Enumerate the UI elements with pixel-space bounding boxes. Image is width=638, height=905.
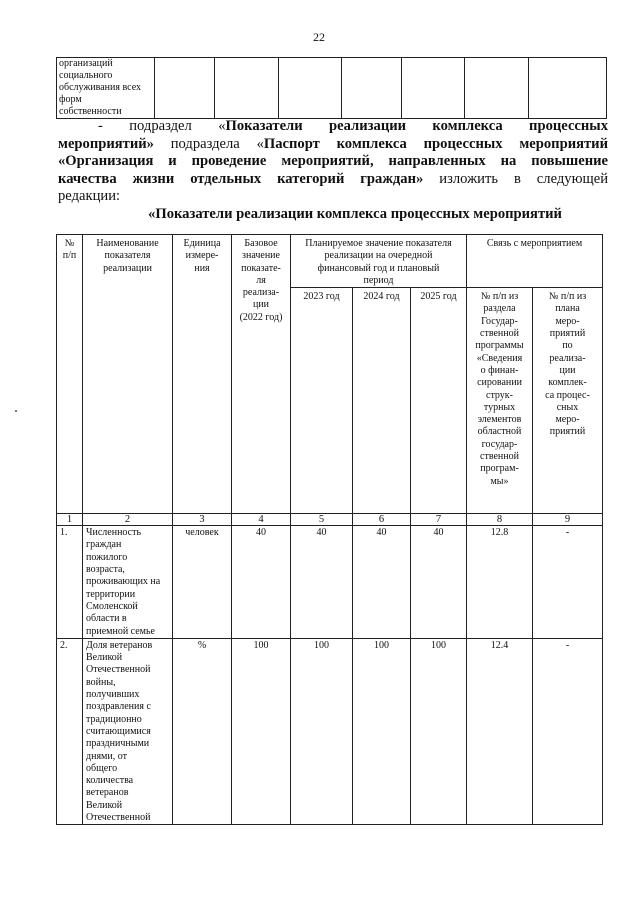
column-number: 7	[411, 514, 467, 526]
amendment-paragraph	[58, 118, 608, 206]
paragraph-line-2: мероприятий» подраздела «Паспорт комплекса процессных мероприятий	[58, 135, 608, 152]
row-unit: человек	[173, 526, 232, 639]
cell-line: организаций	[59, 58, 113, 69]
empty-cell	[342, 58, 402, 119]
row-base: 100	[232, 638, 291, 824]
row-name: Доля ветеранов Великой Отечественной войны, получивших поздравления с традиционно считающимися праздничными днями, от общего количества ветеранов Великой Отечественной	[83, 638, 173, 824]
column-number: 3	[173, 514, 232, 526]
paragraph-line-3: «Организация и проведение мероприятий, направленных на повышение	[58, 153, 608, 169]
column-number: 6	[353, 514, 411, 526]
header-planned: Планируемое значение показателя реализации на очередной финансовый год и плановый период	[291, 235, 467, 288]
row-2023: 100	[291, 638, 353, 824]
row-link-plan: -	[533, 526, 603, 639]
empty-cell	[279, 58, 342, 119]
row-2024: 100	[353, 638, 411, 824]
header-year-2025: 2025 год	[411, 288, 467, 514]
header-base: Базовое значение показате- ля реализа- ции (2022 год)	[232, 235, 291, 514]
previous-table-cell	[57, 58, 155, 119]
column-number: 8	[467, 514, 533, 526]
header-num: № п/п	[57, 235, 83, 514]
row-unit: %	[173, 638, 232, 824]
header-year-2023: 2023 год	[291, 288, 353, 514]
paragraph-line-1: - подраздел «Показатели реализации комплекса процессных	[98, 118, 608, 134]
row-link-state: 12.8	[467, 526, 533, 639]
column-number: 9	[533, 514, 603, 526]
cell-line: форм	[59, 94, 82, 105]
row-link-state: 12.4	[467, 638, 533, 824]
row-name: Численность граждан пожилого возраста, проживающих на территории Смоленской области в приемной семье	[83, 526, 173, 639]
margin-dot	[15, 410, 17, 412]
row-2024: 40	[353, 526, 411, 639]
empty-cell	[529, 58, 607, 119]
page-number: 22	[313, 30, 325, 44]
header-year-2024: 2024 год	[353, 288, 411, 514]
column-number: 5	[291, 514, 353, 526]
column-number: 4	[232, 514, 291, 526]
paragraph-line-4: качества жизни отдельных категорий граждан» изложить в следующей	[58, 170, 609, 187]
cell-line: собственности	[59, 106, 122, 117]
column-number: 2	[83, 514, 173, 526]
table-row	[57, 638, 603, 824]
header-link-plan: № п/п из плана меро- приятий по реализа- ции комплек- са процес- сных меро- приятий	[533, 288, 603, 514]
table-heading: «Показатели реализации комплекса процессных мероприятий	[148, 206, 562, 222]
empty-cell	[215, 58, 279, 119]
cell-line: социального	[59, 70, 113, 81]
empty-cell	[155, 58, 215, 119]
row-num: 2.	[57, 638, 83, 824]
indicators-table	[56, 234, 603, 825]
paragraph-line-5: редакции:	[58, 188, 121, 204]
empty-cell	[402, 58, 465, 119]
row-link-plan: -	[533, 638, 603, 824]
empty-cell	[465, 58, 529, 119]
column-number: 1	[57, 514, 83, 526]
header-unit: Единица измере- ния	[173, 235, 232, 514]
previous-table-continuation	[56, 57, 607, 119]
cell-line: обслуживания всех	[59, 82, 142, 93]
row-2025: 100	[411, 638, 467, 824]
header-link: Связь с мероприятием	[467, 235, 603, 288]
row-2023: 40	[291, 526, 353, 639]
header-link-state-program: № п/п из раздела Государ- ственной программы «Сведения о финан- сировании струк- турных элементов областной государ- ственной програм- мы»	[467, 288, 533, 514]
row-base: 40	[232, 526, 291, 639]
row-num: 1.	[57, 526, 83, 639]
row-2025: 40	[411, 526, 467, 639]
header-name: Наименование показателя реализации	[83, 235, 173, 514]
table-row	[57, 526, 603, 639]
